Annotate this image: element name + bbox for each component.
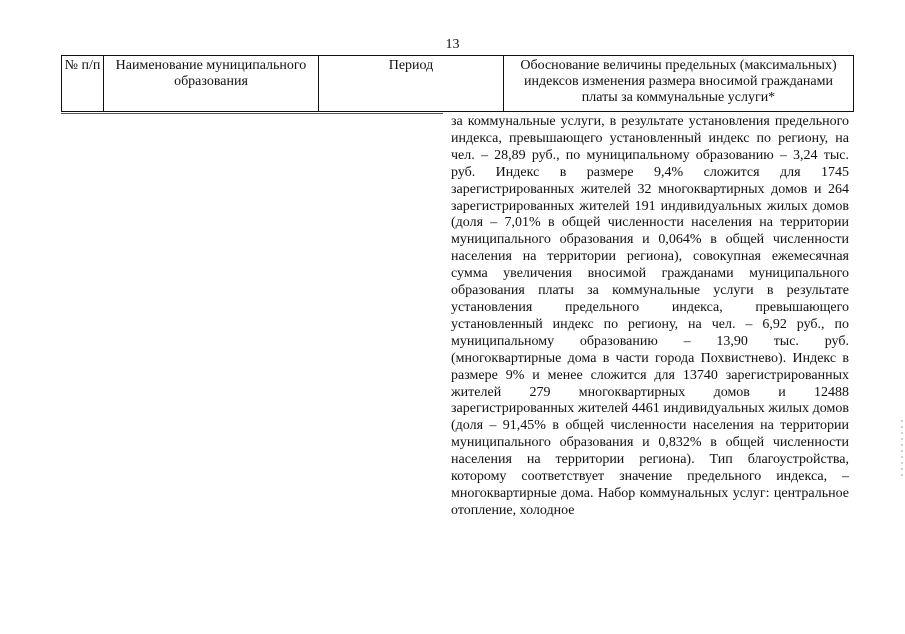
header-table [61, 55, 854, 112]
table-bottom-rule [61, 113, 443, 114]
table-header-row [62, 56, 854, 112]
basis-text: за коммунальные услуги, в результате установления предельного индекса, превышающего установленный индекс по региону, на чел. – 28,89 руб., по муниципальному образованию – 3,24 тыс. руб. Индекс в размере 9,4% сложится для 1745 зарегистрированных жителей 32 многоквартирных домов и 264 зарегистрированных жителей 191 индивидуальных жилых домов (доля – 7,01% в общей численности населения на территории муниципального образования и 0,064% в общей численности населения на территории региона), совокупная ежемесячная сумма увеличения вносимой гражданами муниципального образования платы за коммунальные услуги в результате установления предельного индекса, превышающего установленный индекс по региону, на чел. – 6,92 руб., по муниципальному образованию – 13,90 тыс. руб. (многоквартирные дома в части города Похвистнево). Индекс в размере 9% и менее сложится для 13740 зарегистрированных жителей 279 многоквартирных домов и 12488 зарегистрированных жителей 4461 индивидуальных жилых домов (доля – 91,45% в общей численности населения на территории муниципального образования и 0,832% в общей численности населения на территории региона). Тип благоустройства, которому соответствует значение предельного индекса, – многоквартирные дома. Набор коммунальных услуг: центральное отопление, холодное [451, 114, 849, 518]
header-municipality-name: Наименование муниципального образования [104, 56, 319, 112]
page-number: 13 [445, 37, 460, 52]
header-number: № п/п [62, 56, 104, 112]
header-period: Период [319, 56, 504, 112]
scan-artifact [901, 420, 903, 480]
header-basis: Обоснование величины предельных (максимальных) индексов изменения размера вносимой гражданами платы за коммунальные услуги* [504, 56, 854, 112]
